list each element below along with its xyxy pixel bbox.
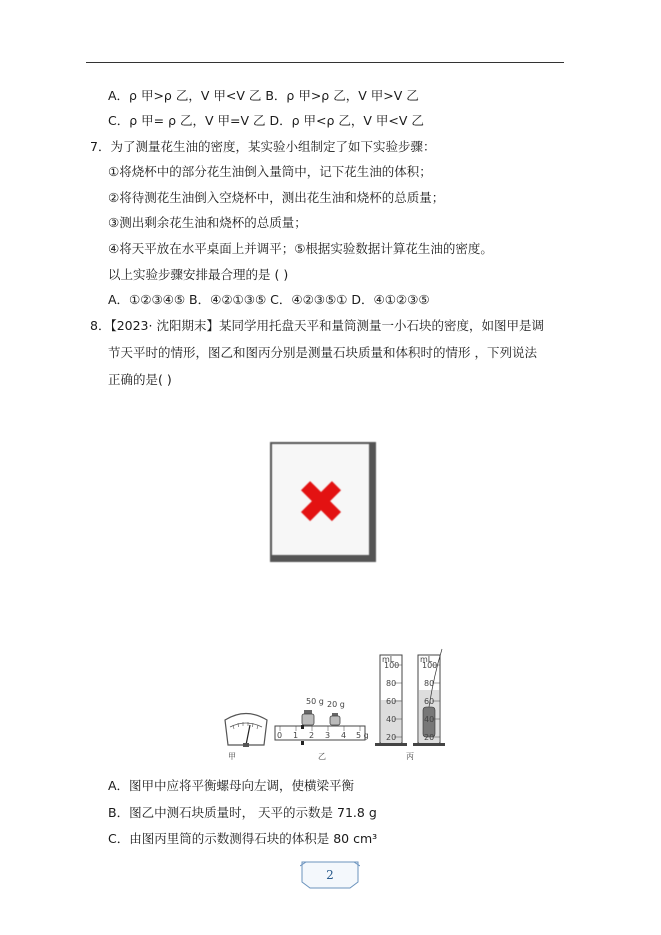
ruler-tick-2: 2 [309,731,315,740]
cylinder-1-unit: mL [382,655,395,664]
ruler-tick-4: 4 [341,731,347,740]
cylinder-1-tick-40: 40 [386,715,397,724]
cylinder-2-tick-80: 80 [424,679,435,688]
ruler-tick-1: 1 [293,731,299,740]
page-number-badge [300,860,360,890]
cylinder-1-tick-100: 100 [384,661,400,670]
weight-label-50g: 50 g [306,697,324,706]
q8-stem-line-1: 8．【2023· 沈阳期末】某同学用托盘天平和量筒测量一小石块的密度，如图甲是调 [90,318,544,333]
broken-image-placeholder [270,442,376,562]
q7-stem: 7．为了测量花生油的密度，某实验小组制定了如下实验步骤： [90,139,436,154]
ruler-yi [275,725,365,745]
ruler-tick-0: 0 [277,731,283,740]
q8-stem-line-2: 节天平时的情形，图乙和图丙分别是测量石块质量和体积时的情形 ，下列说法 [108,345,537,360]
ruler-tick-5: 5 g [356,731,369,740]
cylinder-1-tick-20: 20 [386,733,397,742]
figure-label-yi: 乙 [318,752,326,761]
balance-cylinder-figure [220,645,450,765]
weight-label-20g: 20 g [327,700,345,709]
figure-label-jia: 甲 [228,752,236,761]
q8-option-b: B．图乙中测石块质量时， 天平的示数是 71.8 g [108,805,377,820]
q7-step-3: ③测出剩余花生油和烧杯的总质量； [108,215,307,230]
q7-ask: 以上实验步骤安排最合理的是 ( ) [108,267,289,282]
cylinder-2-tick-100: 100 [422,661,438,670]
cylinder-2-tick-40: 40 [424,715,435,724]
weights-yi [302,710,340,725]
cylinder-2-tick-60: 60 [424,697,435,706]
cylinder-1-tick-60: 60 [386,697,397,706]
option-line-cd: C．ρ 甲= ρ 乙，V 甲=V 乙 D．ρ 甲<ρ 乙，V 甲<V 乙 [108,113,424,128]
q7-options: A．①②③④⑤ B．④②①③⑤ C．④②③⑤① D．④①②③⑤ [108,292,430,307]
q8-option-a: A．图甲中应将平衡螺母向左调，使横梁平衡 [108,778,355,793]
header-rule [86,62,564,63]
page-number: 2 [326,868,334,882]
q7-step-4: ④将天平放在水平桌面上并调平；⑤根据实验数据计算花生油的密度。 [108,241,493,256]
ruler-tick-3: 3 [325,731,331,740]
q8-option-c: C．由图丙里筒的示数测得石块的体积是 80 cm³ [108,831,378,846]
q8-stem-line-3: 正确的是( ) [108,372,172,387]
q7-step-2: ②将待测花生油倒入空烧杯中，测出花生油和烧杯的总质量； [108,190,445,205]
option-line-ab: A．ρ 甲>ρ 乙，V 甲<V 乙 B．ρ 甲>ρ 乙，V 甲>V 乙 [108,88,419,103]
gauge-jia [225,714,267,748]
figure-label-bing: 丙 [406,752,414,761]
cylinder-2-tick-20: 20 [424,733,435,742]
cylinder-1-tick-80: 80 [386,679,397,688]
q7-step-1: ①将烧杯中的部分花生油倒入量筒中，记下花生油的体积； [108,164,432,179]
cylinder-2-unit: mL [420,655,433,664]
broken-image-icon: ✖ [295,468,347,538]
